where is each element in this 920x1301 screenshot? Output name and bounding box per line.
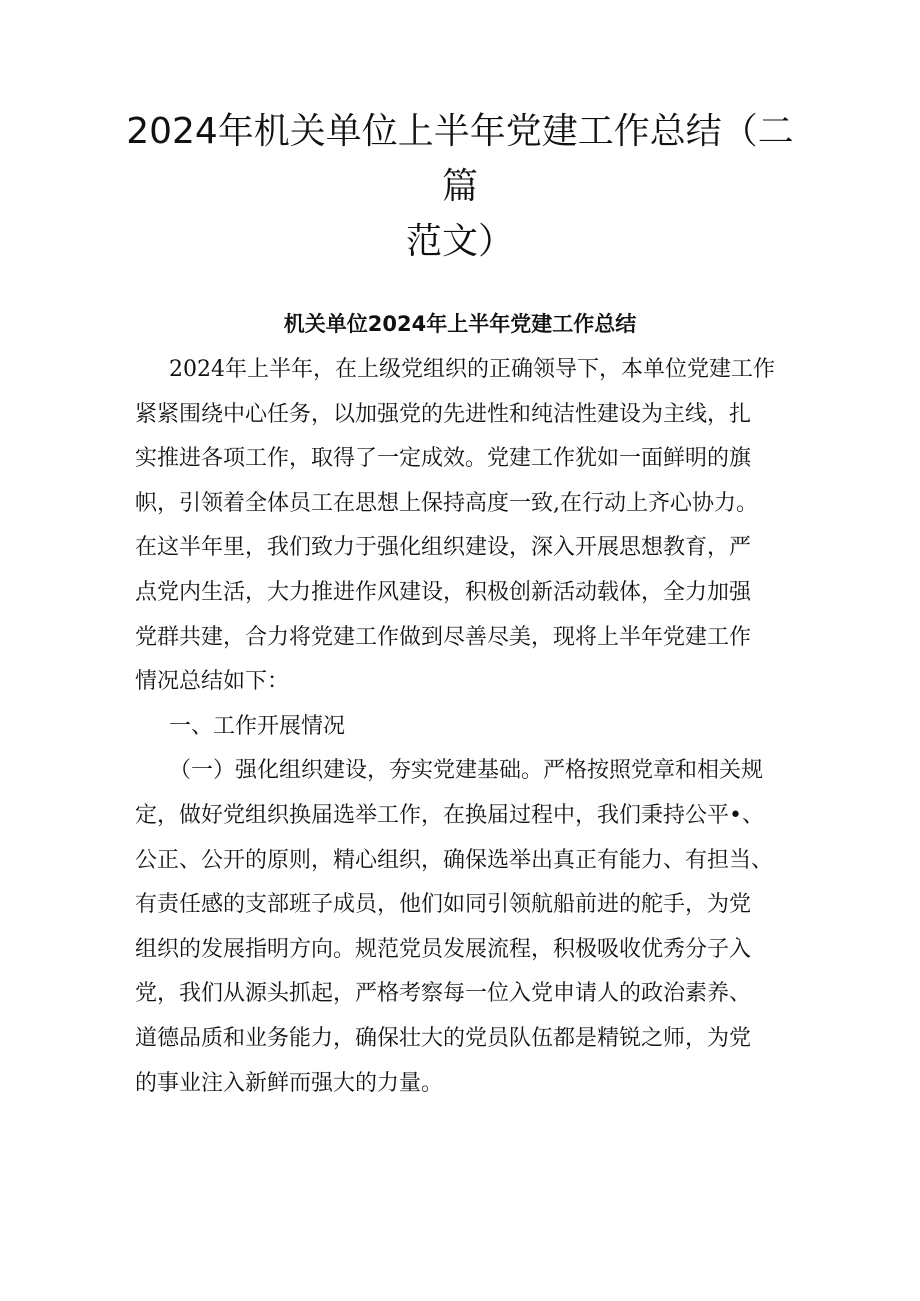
paragraph-line: 公正、公开的原则，精心组织，确保选举出真正有能力、有担当、 bbox=[135, 847, 774, 873]
paragraph-line: （一）强化组织建设，夯实党建基础。严格按照党章和相关规 bbox=[169, 758, 764, 784]
paragraph-line: 帜，引领着全体员工在思想上保持高度一致,在行动上齐心协力。 bbox=[135, 490, 758, 516]
document-body bbox=[135, 348, 795, 1106]
paragraph-line: 实推进各项工作，取得了一定成效。党建工作犹如一面鲜明的旗 bbox=[135, 446, 752, 472]
paragraph-line: 点党内生活，大力推进作风建设，积极创新活动载体，全力加强 bbox=[135, 579, 752, 605]
document-title-line-1: 2024年机关单位上半年党建工作总结（二篇 bbox=[126, 111, 794, 207]
paragraph-line: 定，做好党组织换届选举工作，在换届过程中，我们秉持公平•、 bbox=[135, 802, 764, 828]
paragraph-line: 党，我们从源头抓起，严格考察每一位入党申请人的政治素养、 bbox=[135, 981, 752, 1007]
document-title-line-2: 范文） bbox=[405, 221, 514, 262]
document-title bbox=[110, 104, 810, 269]
paragraph-line: 党群共建，合力将党建工作做到尽善尽美，现将上半年党建工作 bbox=[135, 624, 752, 650]
paragraph-line: 2024年上半年，在上级党组织的正确领导下，本单位党建工作 bbox=[169, 357, 775, 382]
paragraph-line: 有责任感的支部班子成员，他们如同引领航船前进的舵手，为党 bbox=[135, 892, 752, 918]
paragraph-line: 组织的发展指明方向。规范党员发展流程，积极吸收优秀分子入 bbox=[135, 936, 752, 962]
paragraph-line: 情况总结如下： bbox=[135, 669, 290, 695]
paragraph-line: 在这半年里，我们致力于强化组织建设，深入开展思想教育，严 bbox=[135, 535, 752, 561]
heading-line: 一、工作开展情况 bbox=[169, 713, 346, 739]
paragraph-line: 紧紧围绕中心任务，以加强党的先进性和纯洁性建设为主线，扎 bbox=[135, 401, 752, 427]
paragraph-line: 的事业注入新鲜而强大的力量。 bbox=[135, 1070, 444, 1096]
paragraph-line: 道德品质和业务能力，确保壮大的党员队伍都是精锐之师，为党 bbox=[135, 1025, 752, 1051]
section-title: 机关单位2024年上半年党建工作总结 bbox=[283, 312, 637, 336]
